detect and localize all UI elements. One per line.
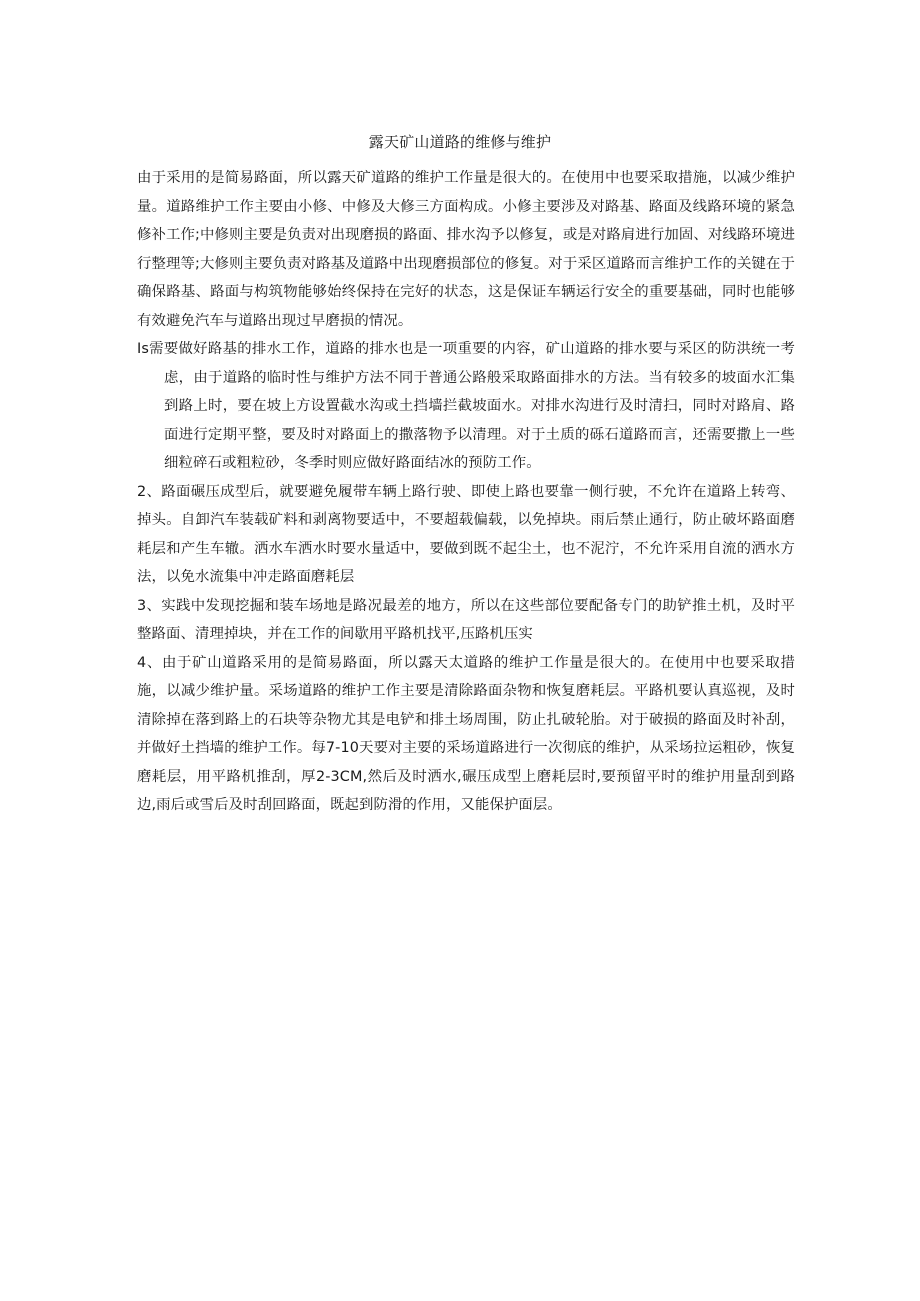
document-title: 露天矿山道路的维修与维护	[368, 133, 552, 151]
paragraph-3-loading-area: 3、实践中发现挖掘和装车场地是路况最差的地方，所以在这些部位要配备专门的助铲推土机，及时平整路面、清理掉块，并在工作的间歇用平路机找平,压路机压实	[137, 597, 795, 642]
document-body	[137, 164, 795, 820]
paragraph-intro: 由于采用的是简易路面，所以露天矿道路的维护工作量是很大的。在使用中也要采取措施，以减少维护量。道路维护工作主要由小修、中修及大修三方面构成。小修主要涉及对路基、路面及线路环境的紧急修补工作;中修则主要是负责对出现磨损的路面、排水沟予以修复，或是对路肩进行加固、对线路环境进行整理等;大修则主要负责对路基及道路中出现磨损部位的修复。对于采区道路而言维护工作的关键在于确保路基、路面与构筑物能够始终保持在完好的状态，这是保证车辆运行安全的重要基础，同时也能够有效避免汽车与道路出现过早磨损的情况。	[137, 170, 795, 329]
paragraph-4-maintenance: 4、由于矿山道路采用的是简易路面，所以露天太道路的维护工作量是很大的。在使用中也要采取措施，以减少维护量。采场道路的维护工作主要是清除路面杂物和恢复磨耗层。平路机要认真巡视，及时清除掉在落到路上的石块等杂物尤其是电铲和排土场周围，防止扎破轮胎。对于破损的路面及时补刮，并做好土挡墙的维护工作。每7-10天要对主要的采场道路进行一次彻底的维护，从采场拉运粗砂，恢复磨耗层，用平路机推刮，厚2-3CM,然后及时洒水,碾压成型上磨耗层时,要预留平时的维护用量刮到路边,雨后或雪后及时刮回路面，既起到防滑的作用，又能保护面层。	[137, 654, 795, 813]
paragraph-drainage: Is需要做好路基的排水工作，道路的排水也是一项重要的内容，矿山道路的排水要与采区的防洪统一考虑，由于道路的临时性与维护方法不同于普通公路般采取路面排水的方法。当有较多的坡面水汇集到路上时，要在坡上方设置截水沟或土挡墙拦截坡面水。对排水沟进行及时清扫，同时对路肩、路面进行定期平整，要及时对路面上的撒落物予以清理。对于土质的砾石道路而言，还需要撒上一些细粒碎石或粗粒砂，冬季时则应做好路面结冰的预防工作。	[137, 341, 795, 471]
paragraph-2-compaction: 2、路面碾压成型后，就要避免履带车辆上路行驶、即使上路也要靠一侧行驶，不允许在道路上转弯、掉头。自卸汽车装载矿料和剥离物要适中，不要超载偏载，以免掉块。雨后禁止通行，防止破坏路面磨耗层和产生车辙。洒水车洒水时要水量适中，要做到既不起尘土，也不泥泞，不允许采用自流的洒水方法，以免水流集中冲走路面磨耗层	[137, 483, 795, 585]
